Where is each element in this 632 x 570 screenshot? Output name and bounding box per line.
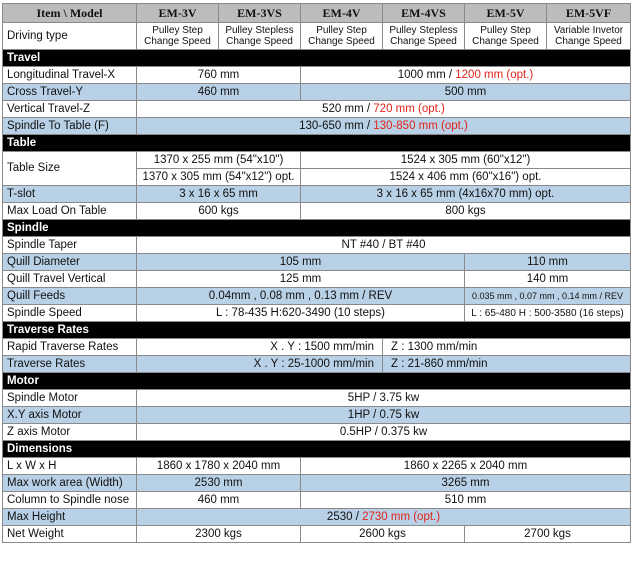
optional-value: 2730 mm (opt.) [362,510,441,523]
value-cell: 1524 x 305 mm (60"x12") [301,152,631,169]
value-cell: 2600 kgs [301,526,465,543]
row-label: Spindle To Table (F) [3,118,137,135]
value-cell: 1370 x 305 mm (54"x12") opt. [137,169,301,186]
lwh-row [3,458,631,475]
max-height-row [3,509,631,526]
value-cell: 600 kgs [137,203,301,220]
section-header-spindle: Spindle [3,220,631,237]
value-cell: 105 mm [137,254,465,271]
row-label: Cross Travel-Y [3,84,137,101]
value-cell: 1860 x 2265 x 2040 mm [301,458,631,475]
row-label: L x W x H [3,458,137,475]
value-cell: 510 mm [301,492,631,509]
model-header: EM-4VS [383,4,465,23]
row-label: X.Y axis Motor [3,407,137,424]
section-header-dimensions: Dimensions [3,441,631,458]
section-header-motor: Motor [3,373,631,390]
value-cell: L : 65-480 H : 500-3580 (16 steps) [465,305,631,322]
longitudinal-travel-row [3,67,631,84]
optional-value: 130-850 mm (opt.) [373,119,468,132]
value-cell: 0.5HP / 0.375 kw [137,424,631,441]
spindle-speed-row [3,305,631,322]
t-slot-row [3,186,631,203]
driving-value: Variable Invetor Change Speed [547,23,631,50]
row-label: T-slot [3,186,137,203]
driving-type-row [3,23,631,50]
header-row [3,4,631,23]
value-cell: 520 mm / 720 mm (opt.) [137,101,631,118]
value-cell: 1524 x 406 mm (60"x16") opt. [301,169,631,186]
spindle-to-table-row [3,118,631,135]
value-cell: 0.035 mm , 0.07 mm , 0.14 mm / REV [465,288,631,305]
item-model-header: Item \ Model [3,4,137,23]
row-label: Driving type [3,23,137,50]
optional-value: 720 mm (opt.) [373,102,445,115]
row-label: Column to Spindle nose [3,492,137,509]
model-header: EM-5V [465,4,547,23]
value-cell: 0.04mm , 0.08 mm , 0.13 mm / REV [137,288,465,305]
max-load-row [3,203,631,220]
cross-travel-row [3,84,631,101]
row-label: Quill Diameter [3,254,137,271]
driving-value: Pulley Stepless Change Speed [219,23,301,50]
value-cell: 2300 kgs [137,526,301,543]
row-label: Table Size [3,152,137,186]
value-cell: 2530 / 2730 mm (opt.) [137,509,631,526]
value-cell: 5HP / 3.75 kw [137,390,631,407]
model-header: EM-5VF [547,4,631,23]
spindle-motor-row [3,390,631,407]
section-header-travel: Travel [3,50,631,67]
value-cell: 125 mm [137,271,465,288]
rapid-traverse-row [3,339,631,356]
value-cell: 2700 kgs [465,526,631,543]
section-header-traverse: Traverse Rates [3,322,631,339]
value-cell: X . Y : 25-1000 mm/min [137,356,383,373]
value-cell: 1HP / 0.75 kw [137,407,631,424]
row-label: Spindle Speed [3,305,137,322]
row-label: Rapid Traverse Rates [3,339,137,356]
row-label: Spindle Taper [3,237,137,254]
driving-value: Pulley Step Change Speed [137,23,219,50]
value-cell: 500 mm [301,84,631,101]
value-cell: 760 mm [137,67,301,84]
value-cell: L : 78-435 H:620-3490 (10 steps) [137,305,465,322]
row-label: Traverse Rates [3,356,137,373]
row-label: Spindle Motor [3,390,137,407]
z-axis-motor-row [3,424,631,441]
quill-travel-row [3,271,631,288]
value-cell: 3265 mm [301,475,631,492]
quill-diameter-row [3,254,631,271]
value-cell: Z : 1300 mm/min [383,339,631,356]
value-cell: 3 x 16 x 65 mm (4x16x70 mm) opt. [301,186,631,203]
value-cell: 1370 x 255 mm (54"x10") [137,152,301,169]
value-cell: 460 mm [137,492,301,509]
value-cell: 2530 mm [137,475,301,492]
value-cell: 800 kgs [301,203,631,220]
model-header: EM-3V [137,4,219,23]
value-cell: NT #40 / BT #40 [137,237,631,254]
value-cell: 460 mm [137,84,301,101]
table-size-row [3,152,631,169]
model-header: EM-3VS [219,4,301,23]
row-label: Max work area (Width) [3,475,137,492]
value-cell: 1860 x 1780 x 2040 mm [137,458,301,475]
value-cell: 3 x 16 x 65 mm [137,186,301,203]
section-header-table: Table [3,135,631,152]
traverse-rates-row [3,356,631,373]
net-weight-row [3,526,631,543]
column-to-spindle-row [3,492,631,509]
quill-feeds-row [3,288,631,305]
value-cell: 140 mm [465,271,631,288]
value-cell: 110 mm [465,254,631,271]
driving-value: Pulley Step Change Speed [465,23,547,50]
value-cell: X . Y : 1500 mm/min [137,339,383,356]
model-header: EM-4V [301,4,383,23]
row-label: Quill Travel Vertical [3,271,137,288]
spec-table [2,3,631,543]
value-cell: 130-650 mm / 130-850 mm (opt.) [137,118,631,135]
optional-value: 1200 mm (opt.) [455,68,534,81]
value-cell: Z : 21-860 mm/min [383,356,631,373]
row-label: Z axis Motor [3,424,137,441]
spindle-taper-row [3,237,631,254]
max-work-area-row [3,475,631,492]
row-label: Quill Feeds [3,288,137,305]
value-cell: 1000 mm / 1200 mm (opt.) [301,67,631,84]
row-label: Max Load On Table [3,203,137,220]
xy-axis-motor-row [3,407,631,424]
row-label: Longitudinal Travel-X [3,67,137,84]
driving-value: Pulley Step Change Speed [301,23,383,50]
row-label: Max Height [3,509,137,526]
driving-value: Pulley Stepless Change Speed [383,23,465,50]
row-label: Vertical Travel-Z [3,101,137,118]
row-label: Net Weight [3,526,137,543]
vertical-travel-row [3,101,631,118]
